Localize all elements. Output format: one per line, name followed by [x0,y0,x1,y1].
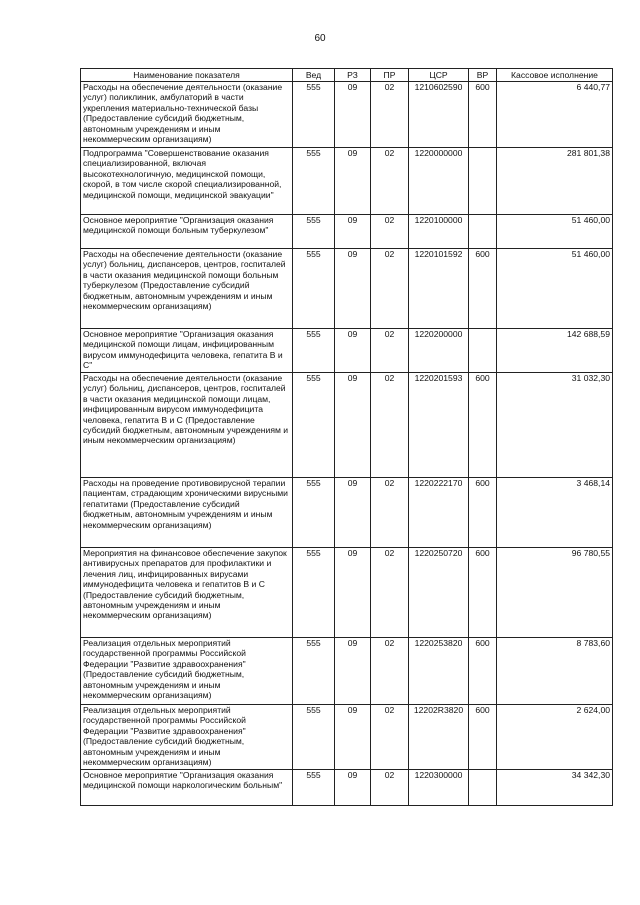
cell-rz: 09 [335,329,371,373]
cell-amount: 2 624,00 [497,705,613,770]
cell-csr: 1220201593 [409,373,469,478]
cell-pr: 02 [371,770,409,806]
table-row [81,705,613,770]
cell-amount: 3 468,14 [497,478,613,548]
cell-amount: 96 780,55 [497,548,613,638]
table-row [81,548,613,638]
cell-vr: 600 [469,638,497,705]
cell-csr: 1220000000 [409,148,469,215]
cell-csr: 1220253820 [409,638,469,705]
cell-name: Расходы на обеспечение деятельности (оказание услуг) больниц, диспансеров, центров, госпиталей в части оказания медицинской помощи лицам, инфицированным вирусом иммунодефицита человека, гепатита В и С (Предоставление субсидий бюджетным, автономным учреждениям и иным некоммерческим организациям) [81,373,293,478]
cell-csr: 12202R3820 [409,705,469,770]
cell-ved: 555 [293,373,335,478]
cell-rz: 09 [335,638,371,705]
cell-vr: 600 [469,373,497,478]
table-row [81,148,613,215]
cell-vr: 600 [469,478,497,548]
cell-csr: 1220250720 [409,548,469,638]
header-indicator-name: Наименование показателя [81,69,293,82]
cell-csr: 1220222170 [409,478,469,548]
table-row [81,215,613,249]
cell-pr: 02 [371,478,409,548]
cell-name: Расходы на проведение противовирусной терапии пациентам, страдающим хроническими вирусными гепатитами (Предоставление субсидий бюджетным, автономным учреждениям и иным некоммерческим организациям) [81,478,293,548]
cell-amount: 51 460,00 [497,215,613,249]
cell-vr: 600 [469,705,497,770]
cell-rz: 09 [335,705,371,770]
cell-name: Расходы на обеспечение деятельности (оказание услуг) больниц, диспансеров, центров, госпиталей в части оказания медицинской помощи больным туберкулезом (Предоставление субсидий бюджетным, автономным учреждениям и иным некоммерческим организациям) [81,249,293,329]
cell-vr [469,770,497,806]
cell-name: Основное мероприятие "Организация оказания медицинской помощи лицам, инфицированным вирусом иммунодефицита человека, гепатита В и С" [81,329,293,373]
cell-ved: 555 [293,148,335,215]
table-row [81,82,613,148]
cell-name: Основное мероприятие "Организация оказания медицинской помощи больным туберкулезом" [81,215,293,249]
cell-amount: 34 342,30 [497,770,613,806]
cell-pr: 02 [371,548,409,638]
cell-ved: 555 [293,329,335,373]
cell-csr: 1220101592 [409,249,469,329]
table-row [81,478,613,548]
cell-pr: 02 [371,249,409,329]
cell-vr: 600 [469,249,497,329]
cell-ved: 555 [293,638,335,705]
header-ved: Вед [293,69,335,82]
header-vr: ВР [469,69,497,82]
cell-rz: 09 [335,478,371,548]
cell-rz: 09 [335,770,371,806]
cell-csr: 1220200000 [409,329,469,373]
header-rz: РЗ [335,69,371,82]
header-pr: ПР [371,69,409,82]
cell-csr: 1220100000 [409,215,469,249]
cell-pr: 02 [371,215,409,249]
cell-vr [469,329,497,373]
header-cash-execution: Кассовое исполнение [497,69,613,82]
cell-rz: 09 [335,548,371,638]
table-row [81,373,613,478]
cell-name: Реализация отдельных мероприятий государственной программы Российской Федерации "Развитие здравоохранения" (Предоставление субсидий бюджетным, автономным учреждениям и иным некоммерческим организациям) [81,638,293,705]
table-row [81,249,613,329]
cell-amount: 51 460,00 [497,249,613,329]
cell-name: Расходы на обеспечение деятельности (оказание услуг) поликлиник, амбулаторий в части укрепления материально-технической базы (Предоставление субсидий бюджетным, автономным учреждениям и иным некоммерческим организациям) [81,82,293,148]
cell-pr: 02 [371,82,409,148]
cell-amount: 6 440,77 [497,82,613,148]
cell-csr: 1220300000 [409,770,469,806]
cell-rz: 09 [335,215,371,249]
cell-ved: 555 [293,705,335,770]
cell-pr: 02 [371,373,409,478]
cell-vr: 600 [469,548,497,638]
cell-name: Основное мероприятие "Организация оказания медицинской помощи наркологическим больным" [81,770,293,806]
cell-pr: 02 [371,148,409,215]
cell-vr [469,148,497,215]
cell-ved: 555 [293,215,335,249]
cell-rz: 09 [335,148,371,215]
cell-name: Подпрограмма "Совершенствование оказания специализированной, включая высокотехнологичную, медицинской помощи, скорой, в том числе скорой специализированной, медицинской помощи, медицинской эвакуации" [81,148,293,215]
cell-rz: 09 [335,249,371,329]
cell-pr: 02 [371,705,409,770]
cell-rz: 09 [335,373,371,478]
cell-pr: 02 [371,638,409,705]
table-row [81,770,613,806]
cell-csr: 1210602590 [409,82,469,148]
cell-rz: 09 [335,82,371,148]
cell-ved: 555 [293,548,335,638]
cell-ved: 555 [293,249,335,329]
cell-vr [469,215,497,249]
cell-amount: 281 801,38 [497,148,613,215]
header-csr: ЦСР [409,69,469,82]
cell-name: Реализация отдельных мероприятий государственной программы Российской Федерации "Развитие здравоохранения" (Предоставление субсидий бюджетным, автономным учреждениям и иным некоммерческим организациям) [81,705,293,770]
cell-pr: 02 [371,329,409,373]
cell-amount: 8 783,60 [497,638,613,705]
cell-ved: 555 [293,770,335,806]
cell-amount: 142 688,59 [497,329,613,373]
page-number: 60 [314,33,326,44]
cell-name: Мероприятия на финансовое обеспечение закупок антивирусных препаратов для профилактики и лечения лиц, инфицированных вирусами иммунодефицита человека и гепатитов В и С (Предоставление субсидий бюджетным, автономным учреждениям и иным некоммерческим организациям) [81,548,293,638]
cell-ved: 555 [293,478,335,548]
cell-ved: 555 [293,82,335,148]
cell-amount: 31 032,30 [497,373,613,478]
table-row [81,638,613,705]
table-row [81,329,613,373]
cell-vr: 600 [469,82,497,148]
table-header-row [81,69,613,82]
budget-execution-table [80,68,613,806]
